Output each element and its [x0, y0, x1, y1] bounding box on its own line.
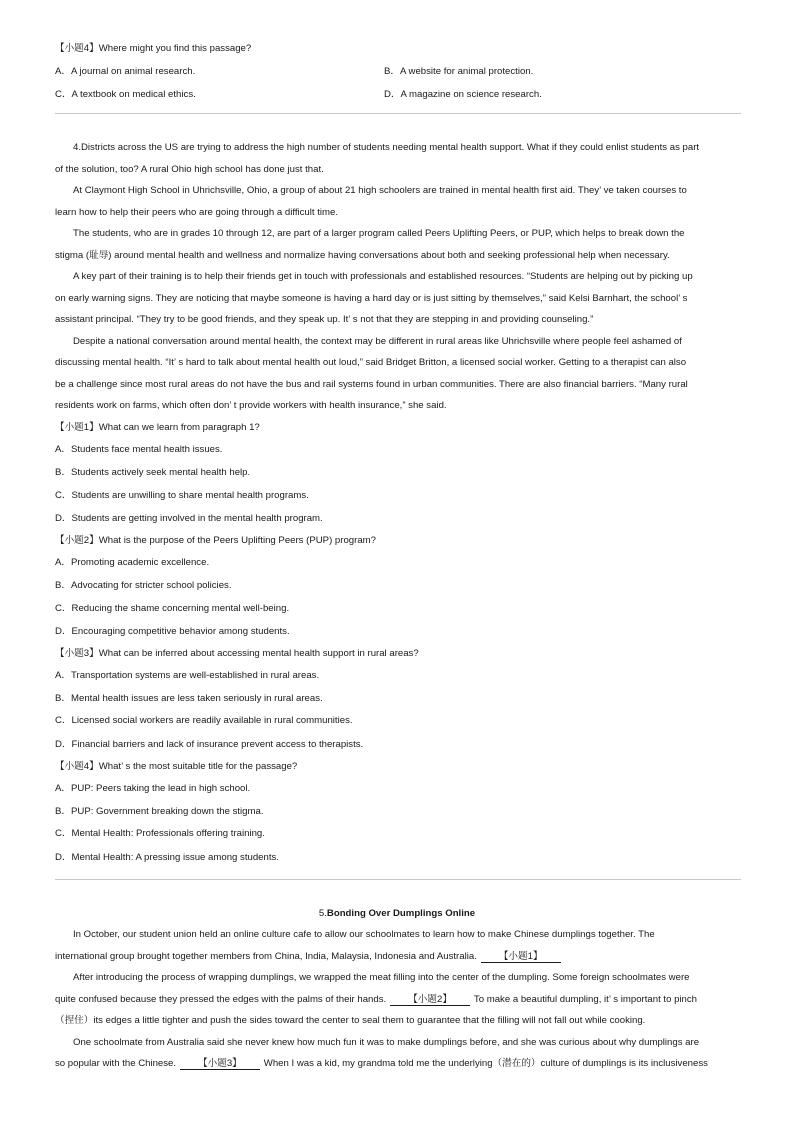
option-d: D．A magazine on science research. [384, 89, 542, 100]
passage-line: The students, who are in grades 10 through 12, are part of a larger program called Peers Uplifting Peers, or PUP, which helps to break down the [73, 228, 685, 239]
option-c: C．Students are unwilling to share mental health programs. [55, 490, 309, 501]
passage-line: At Claymont High School in Uhrichsville, Ohio, a group of about 21 high schoolers are trained in mental health first aid. They’ ve taken courses to [73, 185, 687, 196]
passage-line: stigma (耻辱) around mental health and wellness and normalize having conversations about both and seeking professional help when necessary. [55, 250, 670, 261]
option-c: C．Licensed social workers are readily available in rural communities. [55, 715, 353, 726]
passage-line: One schoolmate from Australia said she never knew how much fun it was to make dumplings before, and she was curious about why dumplings are [73, 1037, 700, 1048]
section-divider [55, 879, 741, 880]
passage-line: assistant principal. “They try to be good friends, and they speak up. It’ s not that they are stepping in and providing counseling.” [55, 314, 594, 325]
passage-5-title [0, 908, 794, 920]
passage-line: of the solution, too? A rural Ohio high school has done just that. [55, 164, 324, 175]
passage-line: In October, our student union held an online culture cafe to allow our schoolmates to learn how to make Chinese dumplings together. The [73, 929, 655, 940]
passage-line: （捏住）its edges a little tighter and push the sides toward the center to seal them to guarantee that the filling will not fall out while cooking. [55, 1015, 646, 1026]
passage-line: residents work on farms, which often don’ t provide workers with health insurance,” she said. [55, 400, 447, 411]
passage-number: 5. [318, 908, 327, 919]
passage-line [55, 951, 745, 963]
option-a: A．PUP: Peers taking the lead in high school. [55, 783, 251, 794]
option-d: D．Students are getting involved in the mental health program. [55, 513, 323, 524]
option-c: C．Mental Health: Professionals offering training. [55, 828, 265, 839]
answer-blank-3[interactable]: 【小题3】 [180, 1058, 260, 1070]
option-a: A．Transportation systems are well-established in rural areas. [55, 670, 320, 681]
passage-line: 4.Districts across the US are trying to address the high number of students needing mental health support. What if they could enlist students as part [73, 142, 700, 153]
question-1-stem: 【小题1】What can we learn from paragraph 1? [55, 422, 260, 433]
answer-blank-1[interactable]: 【小题1】 [481, 951, 561, 963]
passage-line: be a challenge since most rural areas do not have the bus and rail systems found in urban communities. There are also financial barriers. “Many rural [55, 379, 688, 390]
passage-text: so popular with the Chinese. [55, 1058, 177, 1069]
option-d: D．Financial barriers and lack of insurance prevent access to therapists. [55, 739, 364, 750]
question-3-stem: 【小题3】What can be inferred about accessing mental health support in rural areas? [55, 648, 419, 659]
option-b: B．A website for animal protection. [384, 66, 534, 77]
option-a: A．A journal on animal research. [55, 66, 196, 77]
passage-line: discussing mental health. “It’ s hard to talk about mental health out loud,” said Bridget Britton, a licensed social worker. Getting to a therapist can also [55, 357, 687, 368]
passage-line: on early warning signs. They are noticing that maybe someone is having a hard day or is just sitting by themselves,” said Kelsi Barnhart, the school’ s [55, 293, 688, 304]
option-d: D．Mental Health: A pressing issue among students. [55, 852, 279, 863]
passage-text: To make a beautiful dumpling, it’ s important to pinch [473, 994, 698, 1005]
passage-text: quite confused because they pressed the edges with the palms of their hands. [55, 994, 387, 1005]
answer-blank-2[interactable]: 【小题2】 [390, 994, 470, 1006]
option-d: D．Encouraging competitive behavior among students. [55, 626, 290, 637]
question-4-stem: 【小题4】What’ s the most suitable title for the passage? [55, 761, 298, 772]
option-c: C．Reducing the shame concerning mental well-being. [55, 603, 290, 614]
option-a: A．Students face mental health issues. [55, 444, 223, 455]
question-4-stem: 【小题4】Where might you find this passage? [55, 43, 252, 54]
passage-title-text: Bonding Over Dumplings Online [326, 908, 476, 919]
option-b: B．Mental health issues are less taken seriously in rural areas. [55, 693, 323, 704]
passage-text: When I was a kid, my grandma told me the underlying（潜在的）culture of dumplings is its inclusiveness [263, 1058, 708, 1069]
passage-text: international group brought together members from China, India, Malaysia, Indonesia and Australia. [55, 951, 477, 962]
question-2-stem: 【小题2】What is the purpose of the Peers Uplifting Peers (PUP) program? [55, 535, 376, 546]
passage-line: After introducing the process of wrapping dumplings, we wrapped the meat filling into the center of the dumpling. Some foreign schoolmates were [73, 972, 690, 983]
passage-line [55, 994, 745, 1006]
passage-line: Despite a national conversation around mental health, the context may be different in rural areas like Uhrichsville where people feel ashamed of [73, 336, 682, 347]
option-a: A．Promoting academic excellence. [55, 557, 210, 568]
passage-line [55, 1058, 745, 1070]
option-b: B．Students actively seek mental health help. [55, 467, 251, 478]
option-b: B．PUP: Government breaking down the stigma. [55, 806, 264, 817]
section-divider [55, 113, 741, 114]
option-b: B．Advocating for stricter school policies. [55, 580, 232, 591]
passage-line: learn how to help their peers who are going through a difficult time. [55, 207, 339, 218]
passage-line: A key part of their training is to help their friends get in touch with professionals and established resources. “Students are helping out by picking up [73, 271, 693, 282]
option-c: C．A textbook on medical ethics. [55, 89, 196, 100]
